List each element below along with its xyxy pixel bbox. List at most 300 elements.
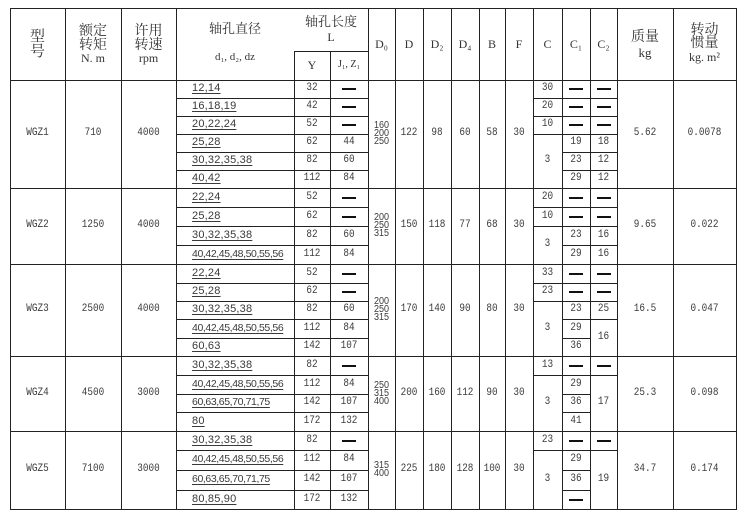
grid-line-v bbox=[451, 8, 452, 510]
C1-cell: 29 bbox=[570, 321, 582, 334]
bore-length-j-cell: 84 bbox=[343, 453, 355, 466]
grid-line-h bbox=[590, 207, 618, 208]
header-inertia-l2: 惯量 bbox=[690, 35, 719, 51]
D0-value: 315 bbox=[373, 460, 390, 471]
bore-diameter-cell: 40,42,45,48,50,55,56 bbox=[192, 321, 284, 334]
C1-dash bbox=[562, 283, 590, 301]
grid-line-h bbox=[176, 170, 369, 171]
bore-length-y-cell: 142 bbox=[303, 473, 321, 486]
dim-D4-cell: 60 bbox=[459, 127, 471, 140]
C1-cell: 23 bbox=[570, 303, 582, 316]
dash-mark bbox=[597, 106, 611, 108]
grid-line-h bbox=[294, 51, 369, 52]
dash-mark bbox=[342, 88, 356, 90]
dim-D-cell: 170 bbox=[400, 303, 418, 316]
bore-length-y-cell: 52 bbox=[306, 190, 318, 203]
C1-dash bbox=[562, 207, 590, 226]
C1-cell: 29 bbox=[570, 172, 582, 185]
bore-length-j-cell: 44 bbox=[343, 136, 355, 149]
C2-dash bbox=[590, 207, 617, 226]
allowed-speed-cell: 3000 bbox=[137, 463, 160, 476]
bore-diameter-cell: 60,63,65,70,71,75 bbox=[192, 473, 270, 486]
bore-diameter-cell: 22,24 bbox=[192, 266, 221, 279]
grid-line-h bbox=[176, 338, 369, 339]
dash-mark bbox=[569, 106, 583, 108]
rated-torque-cell: 1250 bbox=[81, 219, 105, 232]
grid-line-h bbox=[562, 207, 591, 208]
D0-cell bbox=[369, 431, 393, 509]
bore-diameter-cell: 30,32,35,38 bbox=[192, 358, 253, 371]
C1-dash bbox=[562, 431, 590, 450]
dim-F-cell: 30 bbox=[513, 303, 525, 316]
grid-line-h bbox=[590, 152, 618, 153]
grid-line-h bbox=[562, 490, 591, 491]
rated-torque-cell: 2500 bbox=[81, 303, 105, 316]
header-D4: D₄ bbox=[458, 36, 472, 51]
grid-line-h bbox=[590, 283, 618, 284]
grid-line-h bbox=[176, 394, 369, 395]
bore-length-j-dash bbox=[330, 207, 368, 226]
grid-line-h bbox=[176, 226, 369, 227]
grid-line-v bbox=[330, 51, 331, 510]
C2-dash bbox=[590, 431, 617, 450]
C2-merged-cell: 19 bbox=[597, 472, 610, 485]
grid-line-h bbox=[590, 134, 618, 135]
dash-mark bbox=[342, 124, 356, 126]
bore-length-y-cell: 42 bbox=[306, 100, 318, 113]
bore-diameter-cell: 25,28 bbox=[192, 285, 221, 298]
C-cell: 20 bbox=[541, 100, 554, 113]
D0-cell bbox=[369, 80, 393, 188]
bore-diameter-cell: 20,22,24 bbox=[192, 118, 237, 131]
grid-line-h bbox=[562, 301, 591, 302]
bore-length-j-dash bbox=[330, 283, 368, 301]
D0-value: 200 bbox=[373, 128, 390, 139]
C1-cell: 36 bbox=[570, 473, 582, 486]
bore-length-y-cell: 82 bbox=[306, 228, 318, 241]
bore-length-y-cell: 82 bbox=[306, 303, 318, 316]
header-allowed-speed bbox=[121, 8, 176, 80]
allowed-speed-cell: 3000 bbox=[137, 386, 160, 399]
dim-D-cell: 200 bbox=[400, 386, 418, 399]
bore-length-j-cell: 132 bbox=[340, 492, 358, 505]
D0-value: 400 bbox=[373, 468, 390, 479]
bore-diameter-cell: 25,28 bbox=[192, 136, 221, 149]
mass-cell: 25.3 bbox=[633, 386, 657, 399]
dim-F-cell: 30 bbox=[513, 127, 525, 140]
inertia-cell: 0.098 bbox=[690, 386, 719, 399]
bore-length-y-cell: 112 bbox=[303, 321, 321, 334]
allowed-speed-cell: 4000 bbox=[137, 303, 160, 316]
grid-line-h bbox=[10, 8, 737, 9]
grid-line-h bbox=[176, 207, 369, 208]
header-inertia-unit: kg. m² bbox=[689, 50, 720, 64]
bore-length-y-cell: 172 bbox=[303, 414, 321, 427]
C2-cell: 16 bbox=[597, 247, 610, 260]
grid-line-h bbox=[562, 245, 591, 246]
dash-mark bbox=[597, 291, 611, 293]
grid-line-v bbox=[533, 8, 534, 510]
C1-cell: 36 bbox=[570, 340, 582, 353]
C2-cell: 12 bbox=[597, 172, 610, 185]
C1-cell: 19 bbox=[570, 136, 582, 149]
dim-B-cell: 80 bbox=[486, 303, 498, 316]
grid-line-h bbox=[176, 412, 369, 413]
C-merged-cell: 3 bbox=[544, 321, 551, 334]
header-D0: D₀ bbox=[375, 36, 388, 51]
header-mass bbox=[617, 8, 673, 80]
dim-D2-cell: 118 bbox=[428, 219, 446, 232]
dim-D2-cell: 140 bbox=[428, 303, 446, 316]
C2-dash bbox=[590, 80, 617, 98]
header-bore-diameter bbox=[176, 8, 294, 80]
bore-diameter-cell: 30,32,35,38 bbox=[192, 303, 253, 316]
header-mass-unit: kg bbox=[638, 44, 652, 60]
dash-mark bbox=[569, 216, 583, 218]
C1-dash bbox=[562, 116, 590, 134]
header-D2: D₂ bbox=[430, 36, 444, 51]
dash-mark bbox=[597, 216, 611, 218]
C-merged-cell: 3 bbox=[544, 154, 551, 167]
C1-cell: 23 bbox=[570, 228, 582, 241]
grid-line-h bbox=[533, 283, 563, 284]
bore-length-j-cell: 60 bbox=[343, 228, 355, 241]
D0-value: 250 bbox=[373, 220, 390, 231]
D0-value: 250 bbox=[373, 304, 390, 315]
D0-value: 315 bbox=[373, 312, 390, 323]
bore-length-y-cell: 62 bbox=[306, 285, 318, 298]
rated-torque-cell: 4500 bbox=[81, 386, 105, 399]
bore-length-y-cell: 52 bbox=[306, 118, 318, 131]
bore-length-y-cell: 62 bbox=[306, 136, 318, 149]
C-cell: 23 bbox=[541, 433, 554, 446]
dash-mark bbox=[569, 124, 583, 126]
bore-length-y-cell: 52 bbox=[306, 266, 318, 279]
dash-mark bbox=[597, 197, 611, 199]
grid-line-h bbox=[562, 226, 591, 227]
mass-cell: 16.5 bbox=[633, 303, 657, 316]
inertia-cell: 0.047 bbox=[690, 303, 719, 316]
D0-value: 200 bbox=[373, 212, 390, 223]
C1-dash bbox=[562, 264, 590, 283]
C-cell: 10 bbox=[541, 209, 554, 222]
D0-value: 200 bbox=[373, 296, 390, 307]
C-cell: 23 bbox=[541, 285, 554, 298]
grid-line-v bbox=[505, 8, 506, 510]
bore-length-y-cell: 82 bbox=[306, 154, 318, 167]
grid-line-h bbox=[176, 319, 369, 320]
grid-line-h bbox=[562, 319, 591, 320]
grid-line-h bbox=[590, 170, 618, 171]
bore-length-y-cell: 142 bbox=[303, 396, 321, 409]
dim-B-cell: 90 bbox=[486, 386, 498, 399]
bore-diameter-cell: 16,18,19 bbox=[192, 100, 237, 113]
grid-line-h bbox=[176, 490, 369, 491]
dash-mark bbox=[597, 124, 611, 126]
C-cell: 33 bbox=[541, 266, 554, 279]
dash-mark bbox=[342, 440, 356, 442]
bore-diameter-cell: 40,42,45,48,50,55,56 bbox=[192, 453, 284, 466]
grid-line-h bbox=[176, 450, 369, 451]
dim-B-cell: 58 bbox=[486, 127, 498, 140]
dash-mark bbox=[597, 365, 611, 367]
bore-length-y-cell: 62 bbox=[306, 209, 318, 222]
grid-line-h bbox=[562, 412, 591, 413]
grid-line-h bbox=[533, 207, 563, 208]
bore-diameter-cell: 40,42,45,48,50,55,56 bbox=[192, 247, 284, 260]
header-D: D bbox=[404, 36, 414, 51]
dim-D4-cell: 112 bbox=[456, 386, 474, 399]
dash-mark bbox=[342, 197, 356, 199]
D0-cell bbox=[369, 188, 393, 264]
grid-line-h bbox=[562, 116, 591, 117]
C-cell: 20 bbox=[541, 190, 554, 203]
grid-line-v bbox=[423, 8, 424, 510]
dash-mark bbox=[569, 291, 583, 293]
grid-line-h bbox=[176, 301, 369, 302]
inertia-cell: 0.022 bbox=[690, 219, 719, 232]
grid-line-v bbox=[121, 8, 122, 510]
header-bore-diameter-title: 轴孔直径 bbox=[208, 21, 261, 37]
dash-mark bbox=[569, 88, 583, 90]
dash-mark bbox=[342, 291, 356, 293]
grid-line-v bbox=[673, 8, 674, 510]
dash-mark bbox=[342, 273, 356, 275]
C2-dash bbox=[590, 283, 617, 301]
bore-length-y-cell: 112 bbox=[303, 172, 321, 185]
C1-dash bbox=[562, 188, 590, 207]
bore-diameter-cell: 30,32,35,38 bbox=[192, 228, 253, 241]
C1-cell: 29 bbox=[570, 453, 582, 466]
dash-mark bbox=[342, 106, 356, 108]
dim-B-cell: 100 bbox=[483, 463, 501, 476]
C2-dash bbox=[590, 264, 617, 283]
bore-length-y-cell: 82 bbox=[306, 358, 318, 371]
C2-dash bbox=[590, 356, 617, 375]
grid-line-v bbox=[395, 8, 396, 510]
dim-D-cell: 225 bbox=[400, 463, 418, 476]
C-cell: 30 bbox=[541, 82, 554, 95]
dim-F-cell: 30 bbox=[513, 463, 525, 476]
D0-value: 160 bbox=[373, 120, 390, 131]
bore-diameter-cell: 25,28 bbox=[192, 209, 221, 222]
bore-length-j-dash bbox=[330, 356, 368, 375]
model-cell: WGZ4 bbox=[26, 386, 49, 399]
dim-F-cell: 30 bbox=[513, 219, 525, 232]
grid-line-v bbox=[617, 8, 618, 510]
rated-torque-cell: 710 bbox=[84, 127, 102, 140]
model-cell: WGZ2 bbox=[26, 219, 49, 232]
bore-diameter-cell: 80,85,90 bbox=[192, 492, 237, 505]
bore-diameter-cell: 40,42,45,48,50,55,56 bbox=[192, 377, 284, 390]
header-inertia bbox=[673, 8, 736, 80]
bore-diameter-cell: 40,42 bbox=[192, 172, 221, 185]
C1-cell: 29 bbox=[570, 247, 582, 260]
C1-cell: 36 bbox=[570, 396, 582, 409]
dash-mark bbox=[569, 273, 583, 275]
header-speed-l1: 许用 bbox=[134, 22, 163, 39]
mass-cell: 9.65 bbox=[633, 219, 657, 232]
grid-line-h bbox=[10, 80, 737, 81]
header-bore-length-y: Y bbox=[307, 58, 317, 73]
C2-merged-cell: 17 bbox=[597, 396, 610, 409]
dash-mark bbox=[569, 499, 583, 501]
bore-length-j-cell: 84 bbox=[343, 247, 355, 260]
dash-mark bbox=[597, 273, 611, 275]
header-model-label: 型号 bbox=[29, 27, 45, 60]
D0-value: 400 bbox=[373, 395, 390, 407]
bore-length-j-dash bbox=[330, 80, 368, 98]
bore-diameter-cell: 30,32,35,38 bbox=[192, 433, 253, 446]
C2-cell: 25 bbox=[597, 303, 610, 316]
grid-line-h bbox=[533, 98, 563, 99]
bore-length-j-cell: 84 bbox=[343, 321, 355, 334]
C-cell: 13 bbox=[541, 358, 554, 371]
C2-cell: 12 bbox=[597, 154, 610, 167]
header-mass-title: 质量 bbox=[631, 28, 659, 45]
bore-length-j-dash bbox=[330, 264, 368, 283]
model-cell: WGZ5 bbox=[26, 463, 49, 476]
bore-diameter-cell: 30,32,35,38 bbox=[192, 154, 253, 167]
dim-D2-cell: 98 bbox=[431, 127, 443, 140]
header-bore-length-j1z1: J₁, Z₁ bbox=[338, 59, 360, 71]
dim-D4-cell: 77 bbox=[459, 219, 471, 232]
bore-length-j-cell: 107 bbox=[340, 473, 358, 486]
bore-diameter-cell: 12,14 bbox=[192, 82, 221, 95]
C1-dash bbox=[562, 80, 590, 98]
allowed-speed-cell: 4000 bbox=[137, 219, 160, 232]
mass-cell: 5.62 bbox=[633, 127, 657, 140]
bore-length-y-cell: 112 bbox=[303, 453, 321, 466]
bore-length-y-cell: 142 bbox=[303, 340, 321, 353]
grid-line-h bbox=[176, 98, 369, 99]
header-bore-diameter-symbols: d₁, d₂, dz bbox=[214, 50, 256, 63]
grid-line-v bbox=[65, 8, 66, 510]
bore-length-j-cell: 132 bbox=[340, 414, 358, 427]
header-inertia-l1: 转动 bbox=[690, 22, 719, 38]
bore-length-j-cell: 107 bbox=[340, 340, 358, 353]
bore-diameter-cell: 60,63 bbox=[192, 340, 221, 353]
dash-mark bbox=[597, 88, 611, 90]
D0-value: 315 bbox=[373, 228, 390, 239]
bore-length-j-dash bbox=[330, 98, 368, 116]
grid-line-h bbox=[176, 152, 369, 153]
bore-diameter-cell: 22,24 bbox=[192, 190, 221, 203]
grid-line-h bbox=[176, 375, 369, 376]
model-cell: WGZ1 bbox=[26, 127, 49, 140]
header-model bbox=[10, 8, 65, 80]
grid-line-h bbox=[562, 134, 591, 135]
inertia-cell: 0.174 bbox=[690, 463, 719, 476]
C-merged-cell: 3 bbox=[544, 396, 551, 409]
bore-length-j-cell: 60 bbox=[343, 303, 355, 316]
D0-cell bbox=[369, 264, 393, 356]
grid-line-h bbox=[590, 226, 618, 227]
grid-line-v bbox=[368, 8, 369, 510]
bore-diameter-cell: 80 bbox=[192, 414, 205, 427]
bore-length-j-cell: 60 bbox=[343, 154, 355, 167]
grid-line-h bbox=[533, 116, 563, 117]
C1-dash bbox=[562, 356, 590, 375]
D0-value: 250 bbox=[373, 379, 390, 391]
header-torque-l2: 转矩 bbox=[79, 36, 107, 53]
grid-line-h bbox=[590, 245, 618, 246]
C1-dash bbox=[562, 490, 590, 509]
header-C: C bbox=[543, 36, 552, 51]
C1-cell: 41 bbox=[570, 414, 582, 427]
dim-F-cell: 30 bbox=[513, 386, 525, 399]
header-bore-length-title: 轴孔长度 bbox=[304, 15, 357, 30]
dim-D4-cell: 128 bbox=[456, 463, 474, 476]
grid-line-h bbox=[590, 116, 618, 117]
grid-line-v bbox=[176, 8, 177, 510]
bore-length-j-cell: 84 bbox=[343, 377, 355, 390]
grid-line-h bbox=[10, 509, 737, 510]
header-B: B bbox=[487, 36, 496, 51]
grid-line-h bbox=[176, 134, 369, 135]
bore-length-y-cell: 112 bbox=[303, 377, 321, 390]
bore-length-y-cell: 82 bbox=[306, 433, 318, 446]
grid-line-h bbox=[590, 301, 618, 302]
grid-line-v bbox=[479, 8, 480, 510]
grid-line-h bbox=[562, 394, 591, 395]
dash-mark bbox=[569, 440, 583, 442]
grid-line-v bbox=[10, 8, 11, 510]
grid-line-h bbox=[562, 170, 591, 171]
header-rated-torque bbox=[65, 8, 121, 80]
dash-mark bbox=[569, 197, 583, 199]
dash-mark bbox=[342, 216, 356, 218]
grid-line-h bbox=[176, 470, 369, 471]
D0-value: 250 bbox=[373, 136, 390, 147]
C1-dash bbox=[562, 98, 590, 116]
grid-line-h bbox=[590, 98, 618, 99]
C-cell: 10 bbox=[541, 118, 554, 131]
dash-mark bbox=[569, 365, 583, 367]
header-F: F bbox=[515, 36, 523, 51]
C-merged-cell: 3 bbox=[544, 238, 551, 251]
inertia-cell: 0.0078 bbox=[687, 127, 722, 140]
grid-line-h bbox=[562, 98, 591, 99]
grid-line-h bbox=[562, 152, 591, 153]
header-C1: C₁ bbox=[569, 36, 583, 51]
bore-length-y-cell: 32 bbox=[306, 82, 318, 95]
header-torque-l1: 额定 bbox=[79, 22, 107, 39]
bore-length-j-dash bbox=[330, 116, 368, 134]
C2-dash bbox=[590, 188, 617, 207]
bore-length-j-cell: 107 bbox=[340, 396, 358, 409]
grid-line-h bbox=[176, 283, 369, 284]
grid-line-v bbox=[736, 8, 737, 510]
grid-line-h bbox=[176, 245, 369, 246]
dash-mark bbox=[342, 365, 356, 367]
grid-line-h bbox=[562, 283, 591, 284]
header-bore-length bbox=[294, 8, 368, 51]
header-bore-length-symbol: L bbox=[327, 30, 335, 44]
C2-dash bbox=[590, 116, 617, 134]
grid-line-v bbox=[590, 8, 591, 510]
grid-line-h bbox=[562, 338, 591, 339]
bore-diameter-cell: 60,63,65,70,71,75 bbox=[192, 396, 270, 409]
grid-line-h bbox=[562, 450, 591, 451]
grid-line-h bbox=[562, 375, 591, 376]
C1-cell: 23 bbox=[570, 154, 582, 167]
C2-cell: 16 bbox=[597, 228, 610, 241]
dim-D2-cell: 160 bbox=[428, 386, 446, 399]
header-torque-unit: N. m bbox=[81, 50, 105, 65]
header-speed-unit: rpm bbox=[138, 50, 159, 65]
D0-cell bbox=[369, 356, 393, 431]
